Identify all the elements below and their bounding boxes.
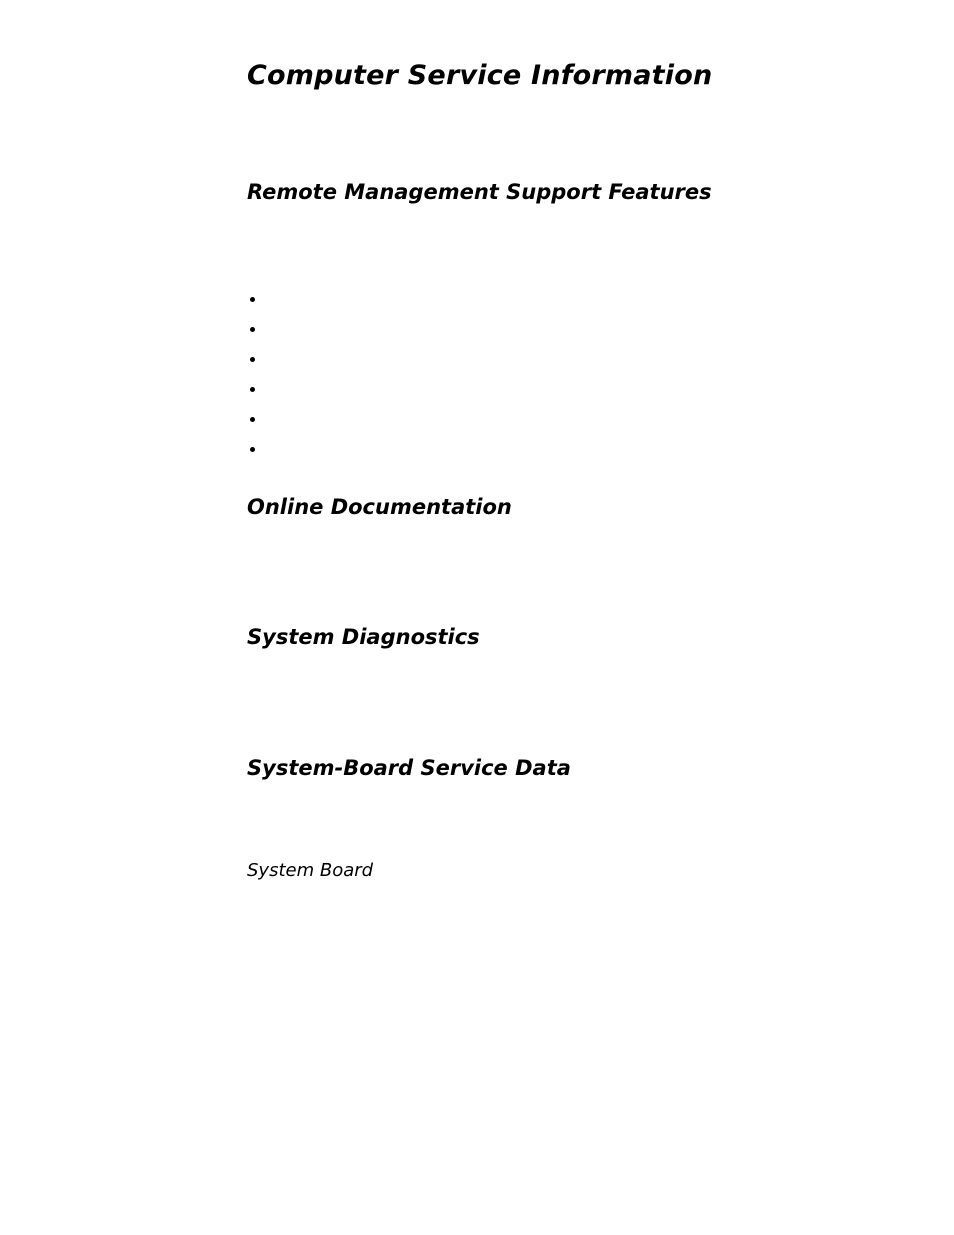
bullet-icon bbox=[250, 417, 255, 422]
page-title: Computer Service Information bbox=[247, 60, 713, 91]
bullet-icon bbox=[250, 327, 255, 332]
bullet-icon bbox=[250, 447, 255, 452]
section-heading-remote-management: Remote Management Support Features bbox=[247, 180, 712, 204]
bullet-icon bbox=[250, 387, 255, 392]
bullet-icon bbox=[250, 297, 255, 302]
figure-caption: System Board bbox=[247, 860, 374, 881]
section-heading-system-board-service-data: System-Board Service Data bbox=[247, 756, 571, 780]
bullet-icon bbox=[250, 357, 255, 362]
section-heading-system-diagnostics: System Diagnostics bbox=[247, 625, 480, 649]
section-heading-online-documentation: Online Documentation bbox=[247, 495, 512, 519]
